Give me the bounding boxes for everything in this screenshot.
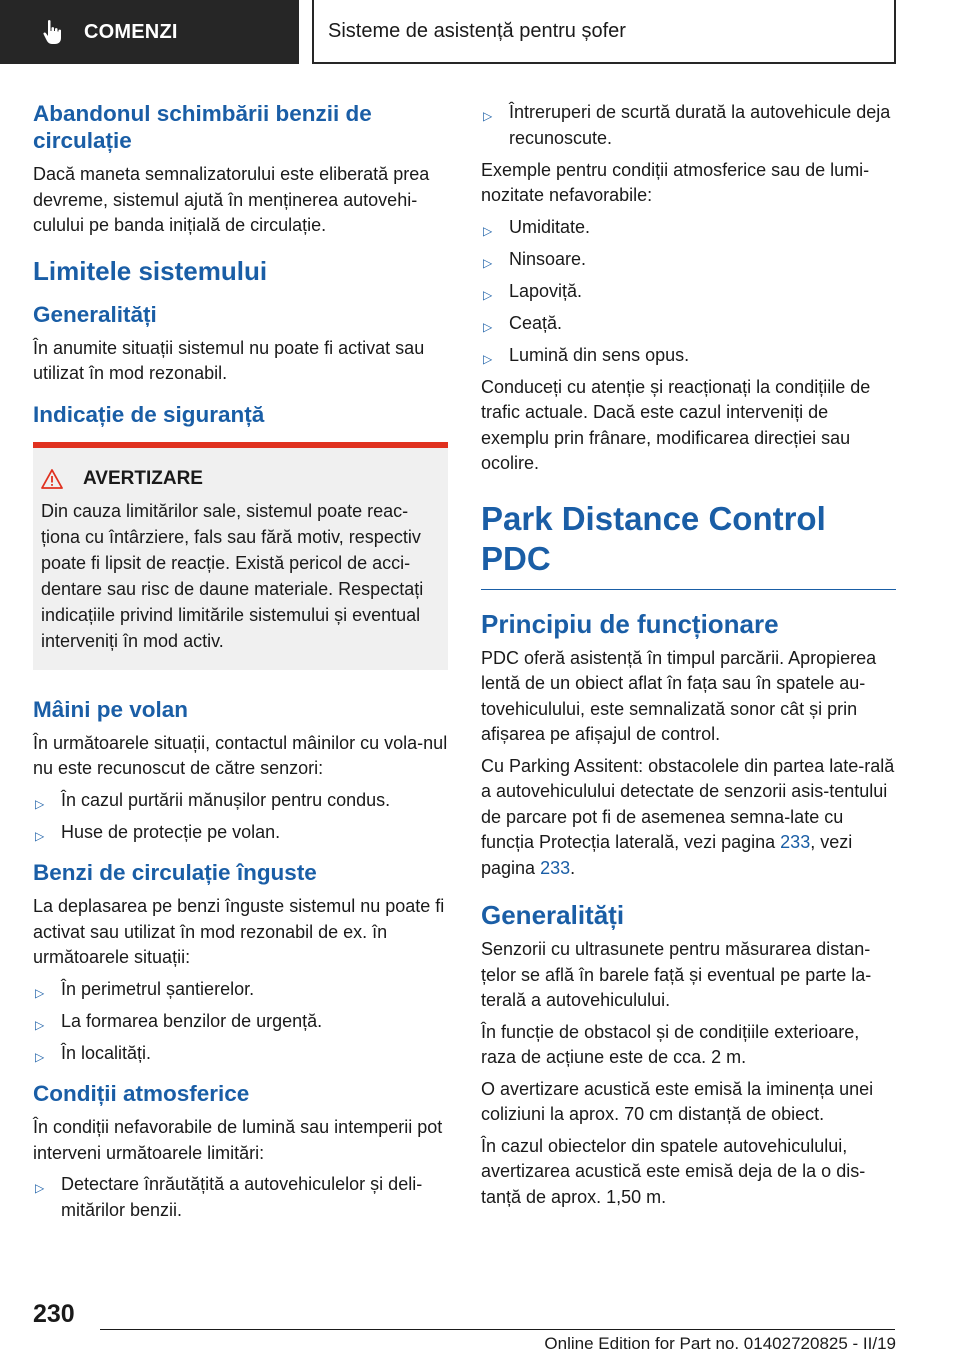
para-abandon: Dacă maneta semnalizatorului este eliberată prea devreme, sistemul ajută în menținerea autovehi-culului pe banda inițială de circulație. [33,164,430,235]
triangle-bullet-icon: ▷ [483,223,493,238]
right-column [481,100,896,1216]
triangle-bullet-icon: ▷ [483,255,493,270]
examples-list [481,215,896,369]
list-item: ▷ În cazul purtării mănușilor pentru condus. [33,788,448,814]
heading-principle: Principiu de funcționare [481,608,779,639]
section-tab [0,0,299,64]
warning-text: Din cauza limitărilor sale, sistemul poate reac-ționa cu întârziere, fals sau fără motiv, respectiv poate fi lipsit de reacție. Există pericol de acci-dentare sau risc de daune materiale. Respectați indicațiile privind limitările sistemului și eventual interveniți în mod activ. [41,500,424,651]
para-principle: PDC oferă asistență în timpul parcării. Apropierea lentă de un obiect aflat în fața sau în spatele au-tovehiculului, este semnalizată sonor cât și prin afișarea pe afișajul de control. [481,647,877,744]
warning-box [33,442,448,670]
triangle-bullet-icon: ▷ [35,985,45,1000]
para-sensors: Senzorii cu ultrasunete pentru măsurarea distan-țelor se află în barele față și eventual pe parte la-terală a autovehiculului. [481,939,872,1010]
para-weather: În condiții nefavorabile de lumină sau intemperii pot interveni următoarele limitări: [33,1117,443,1163]
chapter-title-box [312,0,896,64]
list-item: ▷ Lumină din sens opus. [481,343,896,369]
triangle-bullet-icon: ▷ [35,1017,45,1032]
heading-general: Generalități [33,301,157,327]
triangle-bullet-icon: ▷ [35,796,45,811]
list-item: ▷ La formarea benzilor de urgență. [33,1009,448,1035]
footer-divider [100,1329,895,1330]
list-item: ▷ În perimetrul șantierelor. [33,977,448,1003]
weather-list-continued [481,100,896,151]
para-acoustic: O avertizare acustică este emisă la iminența unei coliziuni la aprox. 70 cm distanță de obiect. [481,1078,874,1124]
list-item: ▷ Umiditate. [481,215,896,241]
edition-note: Online Edition for Part no. 01402720825 - II/19 [544,1334,896,1353]
section-label: COMENZI [84,20,178,43]
list-item: ▷ Întreruperi de scurtă durată la autovehicule deja recunoscute. [483,102,891,148]
page-link-233[interactable]: 233 [540,857,571,878]
heading-safety: Indicație de siguranță [33,401,265,427]
heading-limits: Limitele sistemului [33,255,268,286]
list-item: ▷ Detectare înrăutățită a autovehiculelor și deli-mitărilor benzii. [35,1174,423,1220]
heading-narrow: Benzi de circulație înguste [33,860,317,885]
para-range: În funcție de obstacol și de condițiile exterioare, raza de acțiune este de cca. 2 m. [481,1021,860,1067]
warning-title: AVERTIZARE [83,467,203,489]
triangle-bullet-icon: ▷ [483,319,493,334]
page-header [0,0,960,66]
narrow-list [33,977,448,1067]
heading-abandon: Abandonul schimbării benzii de circulație [33,101,372,153]
heading-general-2: Generalități [481,900,625,930]
para-hands: În următoarele situații, contactul mâinilor cu vola-nul nu este recunoscut de către senzori: [33,732,448,778]
triangle-bullet-icon: ▷ [483,351,493,366]
triangle-bullet-icon: ▷ [483,109,493,123]
triangle-bullet-icon: ▷ [35,828,45,843]
warning-header [41,468,440,490]
para-rear: În cazul obiectelor din spatele autovehiculului, avertizarea acustică este emisă deja de la o dis-tanță de aprox. 1,50 m. [481,1135,866,1207]
page-number: 230 [33,1300,75,1328]
weather-list [33,1172,448,1223]
para-general: În anumite situații sistemul nu poate fi activat sau utilizat în mod rezonabil. [33,337,425,383]
triangle-bullet-icon: ▷ [483,287,493,302]
list-item: ▷ Ceață. [481,311,896,337]
heading-weather: Condiții atmosferice [33,1081,250,1106]
chapter-title: Sisteme de asistență pentru șofer [328,19,626,42]
para-drive: Conduceți cu atenție și reacționați la condițiile de trafic actuale. Dacă este cazul interveniți de exemplu prin frânare, modificarea direcției sau ocolire. [481,376,871,473]
para-examples: Exemple pentru condiții atmosferice sau de lumi-nozitate nefavorabile: [481,159,870,205]
heading-pdc: Park Distance Control PDC [481,499,896,590]
triangle-bullet-icon: ▷ [35,1181,45,1195]
heading-hands: Mâini pe volan [33,696,189,722]
hands-list [33,788,448,846]
page-link-233[interactable]: 233 [780,832,811,852]
list-item: ▷ În localități. [33,1041,448,1067]
list-item: ▷ Lapoviță. [481,279,896,305]
list-item: ▷ Ninsoare. [481,247,896,273]
left-column [33,100,448,1230]
list-item: ▷ Huse de protecție pe volan. [33,820,448,846]
triangle-bullet-icon: ▷ [35,1049,45,1064]
hand-pointer-icon [42,19,64,45]
warning-triangle-icon [41,469,63,489]
para-narrow: La deplasarea pe benzi înguste sistemul nu poate fi activat sau utilizat în mod rezonabil de ex. în următoarele situații: [33,896,445,967]
para-parking-assistant: Cu Parking Assitent: obstacolele din partea late-rală a autovehiculului detectate de senzorii asis-tentului de parcare pot fi de asemenea semna-late cu funcția Protecția laterală, vezi pagina 233, vezi pagina 233. [481,755,895,878]
